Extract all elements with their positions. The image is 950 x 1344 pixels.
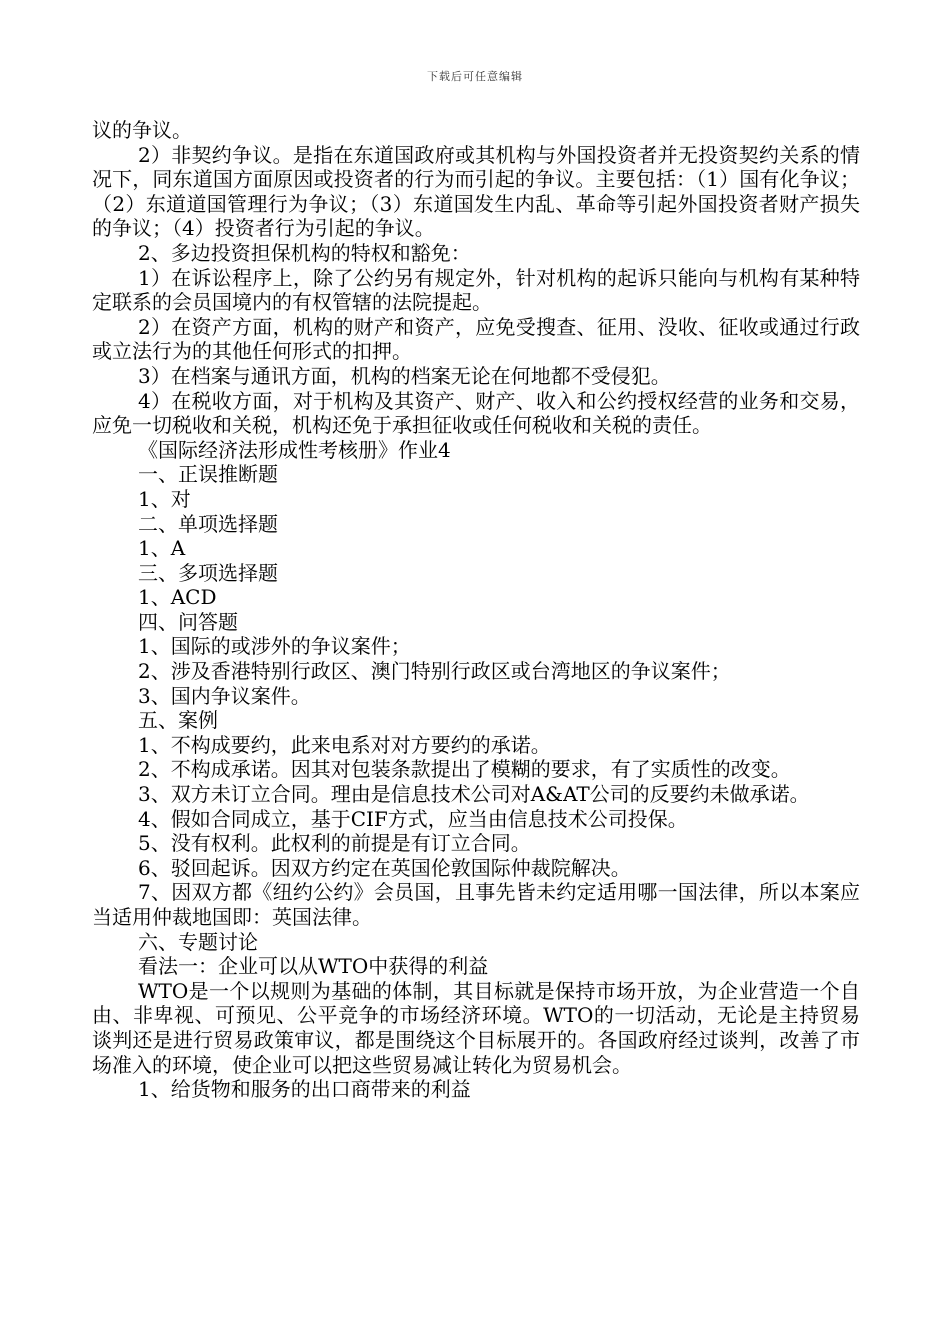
paragraph: 三、多项选择题 <box>138 560 278 585</box>
paragraph: 一、正误推断题 <box>138 462 278 487</box>
paragraph: 1、对 <box>138 486 191 511</box>
paragraph: 2、多边投资担保机构的特权和豁免： <box>138 240 471 265</box>
paragraph: 1、给货物和服务的出口商带来的利益 <box>138 1077 471 1102</box>
page-header: 下载后可任意编辑 <box>427 70 523 83</box>
paragraph: 1、A <box>138 536 186 561</box>
paragraph: 五、案例 <box>138 708 218 733</box>
paragraph: 1）在诉讼程序上，除了公约另有规定外，针对机构的起诉只能向与机构有某种特定联系的会员国境内的有权管辖的法院提起。 <box>92 265 860 315</box>
paragraph: 《国际经济法形成性考核册》作业4 <box>138 437 451 462</box>
paragraph: 1、ACD <box>138 585 217 610</box>
paragraph: 4、假如合同成立，基于CIF方式，应当由信息技术公司投保。 <box>138 806 688 831</box>
paragraph: WTO是一个以规则为基础的体制，其目标就是保持市场开放，为企业营造一个自由、非卑视、可预见、公平竞争的市场经济环境。WTO的一切活动，无论是主持贸易谈判还是进行贸易政策审议，都是围绕这个目标展开的。各国政府经过谈判，改善了市场准入的环境，使企业可以把这些贸易减让转化为贸易机会。 <box>92 978 860 1077</box>
paragraph: 4）在税收方面，对于机构及其资产、财产、收入和公约授权经营的业务和交易，应免一切税收和关税，机构还免于承担征收或任何税收和关税的责任。 <box>92 388 860 438</box>
paragraph: 3、双方未订立合同。理由是信息技术公司对A&AT公司的反要约未做承诺。 <box>138 782 810 807</box>
paragraph: 四、问答题 <box>138 609 238 634</box>
paragraph: 议的争议。 <box>92 118 192 142</box>
paragraph: 7、因双方都《纽约公约》会员国，且事先皆未约定适用哪一国法律，所以本案应当适用仲裁地国即：英国法律。 <box>92 880 860 929</box>
paragraph: 3）在档案与通讯方面，机构的档案无论在何地都不受侵犯。 <box>138 363 671 388</box>
paragraph: 2、涉及香港特别行政区、澳门特别行政区或台湾地区的争议案件； <box>138 659 731 684</box>
paragraph: 6、驳回起诉。因双方约定在英国伦敦国际仲裁院解决。 <box>138 855 631 880</box>
paragraph: 六、专题讨论 <box>138 929 258 954</box>
paragraph: 1、不构成要约，此来电系对对方要约的承诺。 <box>138 732 551 757</box>
paragraph: 2、不构成承诺。因其对包装条款提出了模糊的要求，有了实质性的改变。 <box>138 757 791 782</box>
paragraph: 2）在资产方面，机构的财产和资产，应免受搜查、征用、没收、征收或通过行政或立法行为的其他任何形式的扣押。 <box>92 314 860 364</box>
paragraph: 二、单项选择题 <box>138 511 278 536</box>
document-body <box>92 118 860 1102</box>
paragraph: 1、国际的或涉外的争议案件； <box>138 634 411 659</box>
paragraph: 看法一：企业可以从WTO中获得的利益 <box>138 954 489 979</box>
paragraph: 3、国内争议案件。 <box>138 683 311 708</box>
paragraph: 5、没有权利。此权利的前提是有订立合同。 <box>138 831 531 856</box>
paragraph: 2）非契约争议。是指在东道国政府或其机构与外国投资者并无投资契约关系的情况下，同东道国方面原因或投资者的行为而引起的争议。主要包括：（1）国有化争议；（2）东道道国管理行为争议；（3）东道国发生内乱、革命等引起外国投资者财产损失的争议；（4）投资者行为引起的争议。 <box>92 142 860 241</box>
